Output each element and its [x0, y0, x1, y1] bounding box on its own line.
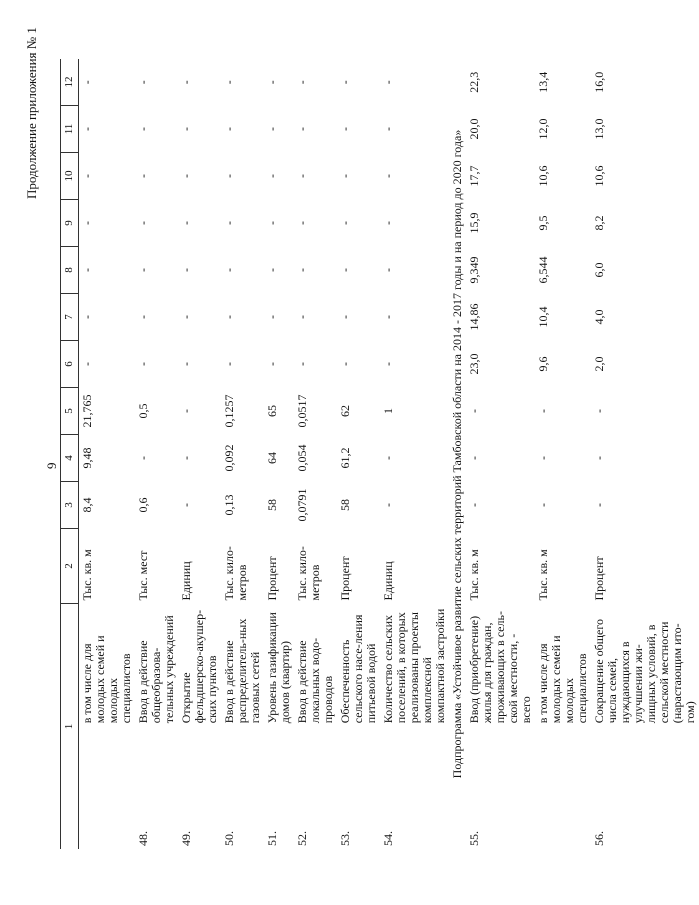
value-cell-col-4: - — [381, 456, 395, 460]
unit-of-measure: Единиц — [179, 561, 193, 601]
value-cell-col-10: - — [265, 174, 279, 178]
value-cell-col-5: 65 — [265, 405, 279, 417]
unit-of-measure: Единиц — [381, 561, 395, 601]
value-cell-col-10: - — [136, 174, 150, 178]
subprogram-heading: Подпрограмма «Устойчивое развитие сельских территорий Тамбовской области на 2014 - 2017 годы и на период до 2020 года» — [450, 129, 464, 779]
value-cell-col-10: - — [80, 174, 94, 178]
continuation-label: Продолжение приложения № 1 — [24, 27, 39, 199]
column-header-7: 7 — [61, 294, 79, 341]
table-row — [294, 59, 337, 849]
value-cell-col-9: - — [265, 221, 279, 225]
value-cell-col-7: - — [179, 315, 193, 319]
value-cell-col-11: - — [381, 127, 395, 131]
value-cell-col-4: 61,2 — [338, 447, 352, 469]
value-cell-col-11: 20,0 — [467, 118, 481, 140]
value-cell-col-5: - — [467, 409, 481, 413]
page-number: 9 — [44, 462, 59, 469]
value-cell-col-7: - — [338, 315, 352, 319]
table-row — [178, 59, 221, 849]
value-cell-col-11: - — [179, 127, 193, 131]
column-header-6: 6 — [61, 341, 79, 388]
value-cell-col-4: 64 — [265, 452, 279, 464]
value-cell-col-5: 1 — [381, 408, 395, 414]
value-cell-col-6: - — [80, 362, 94, 366]
value-cell-col-6: - — [295, 362, 309, 366]
value-cell-col-3: - — [381, 503, 395, 507]
value-cell-col-8: - — [265, 268, 279, 272]
value-cell-col-11: 13,0 — [592, 118, 606, 140]
value-cell-col-12: 22,3 — [467, 71, 481, 93]
value-cell-col-9: - — [136, 221, 150, 225]
table-row — [79, 59, 136, 849]
value-cell-col-8: - — [222, 268, 236, 272]
value-cell-col-9: - — [381, 221, 395, 225]
unit-of-measure: Процент — [338, 556, 352, 601]
indicator-name: Количество сельских поселений, в которых реализованы проекты комплексной компактной застройки — [381, 608, 447, 724]
value-cell-col-9: - — [80, 221, 94, 225]
value-cell-col-4: - — [592, 456, 606, 460]
value-cell-col-5: 0,5 — [136, 403, 150, 419]
value-cell-col-7: - — [136, 315, 150, 319]
value-cell-col-7: 10,4 — [536, 306, 550, 328]
value-cell-col-4: - — [179, 456, 193, 460]
value-cell-col-9: - — [179, 221, 193, 225]
value-cell-col-10: - — [295, 174, 309, 178]
indicator-name: Ввод в действие общеобразова-тельных учреждений — [136, 615, 176, 724]
value-cell-col-5: 21,765 — [80, 394, 94, 428]
value-cell-col-8: 6,0 — [592, 262, 606, 278]
row-number: 54. — [381, 831, 395, 846]
value-cell-col-9: - — [295, 221, 309, 225]
unit-of-measure: Тыс. кило-метров — [222, 546, 249, 601]
value-cell-col-3: - — [467, 503, 481, 507]
value-cell-col-11: - — [295, 127, 309, 131]
value-cell-col-3: 0,13 — [222, 494, 236, 516]
subprogram-heading-row — [449, 59, 466, 849]
value-cell-col-12: - — [179, 80, 193, 85]
value-cell-col-5: - — [179, 409, 193, 413]
value-cell-col-5: - — [536, 409, 550, 413]
column-header-1: 1 — [61, 604, 79, 850]
indicator-name: в том числе для молодых семей и молодых специалистов — [536, 635, 589, 724]
value-cell-col-7: 4,0 — [592, 309, 606, 325]
value-cell-col-6: - — [179, 362, 193, 366]
value-cell-col-12: - — [80, 80, 94, 85]
column-number-row — [61, 59, 79, 849]
indicator-name: Ввод в действие распределитель-ных газовых сетей — [222, 618, 262, 724]
value-cell-col-9: 15,9 — [467, 212, 481, 234]
value-cell-col-3: 58 — [265, 499, 279, 511]
value-cell-col-10: 17,7 — [467, 165, 481, 187]
value-cell-col-6: - — [136, 362, 150, 366]
indicator-name: в том числе для молодых семей и молодых специалистов — [80, 635, 133, 724]
table-row — [221, 59, 264, 849]
value-cell-col-12: 13,4 — [536, 71, 550, 93]
table-row — [535, 59, 591, 849]
row-number: 53. — [338, 831, 352, 846]
value-cell-col-3: - — [536, 503, 550, 507]
table-row — [135, 59, 178, 849]
column-header-12: 12 — [61, 59, 79, 106]
value-cell-col-6: - — [265, 362, 279, 366]
value-cell-col-8: - — [295, 268, 309, 272]
value-cell-col-7: - — [222, 315, 236, 319]
value-cell-col-9: 9,5 — [536, 215, 550, 231]
value-cell-col-8: 9,349 — [467, 256, 481, 284]
value-cell-col-11: - — [222, 127, 236, 131]
unit-of-measure: Тыс. кило-метров — [295, 546, 322, 601]
value-cell-col-9: - — [338, 221, 352, 225]
value-cell-col-4: - — [136, 456, 150, 460]
value-cell-col-11: - — [136, 127, 150, 131]
value-cell-col-7: - — [295, 315, 309, 319]
value-cell-col-11: - — [338, 127, 352, 131]
value-cell-col-3: 58 — [338, 499, 352, 511]
value-cell-col-8: - — [136, 268, 150, 272]
value-cell-col-10: 10,6 — [592, 165, 606, 187]
value-cell-col-4: - — [467, 456, 481, 460]
value-cell-col-4: 9,48 — [80, 447, 94, 469]
table-row — [337, 59, 380, 849]
value-cell-col-5: - — [592, 409, 606, 413]
value-cell-col-9: 8,2 — [592, 215, 606, 231]
indicator-name: Ввод (приобретение) жилья для граждан, проживающих в сель-ской местности, - всего — [467, 611, 533, 724]
value-cell-col-8: - — [80, 268, 94, 272]
value-cell-col-6: 23,0 — [467, 353, 481, 375]
indicators-table — [60, 59, 699, 849]
row-number — [535, 726, 591, 849]
value-cell-col-12: - — [338, 80, 352, 85]
value-cell-col-6: - — [381, 362, 395, 366]
indicator-name: Открытие фельдшерско-акушер-ских пунктов — [179, 609, 219, 724]
value-cell-col-7: - — [80, 315, 94, 319]
table-body — [79, 59, 699, 849]
row-number: 55. — [467, 831, 481, 846]
column-header-2: 2 — [61, 529, 79, 604]
unit-of-measure: Тыс. мест — [136, 550, 150, 601]
value-cell-col-12: - — [222, 80, 236, 85]
column-header-3: 3 — [61, 482, 79, 529]
value-cell-col-3: 8,4 — [80, 497, 94, 513]
indicator-name: Сокращение общего числа семей, нуждающихся в улучшении жи-лищных условий, в сельской местности (нарастающим ито-гом) — [592, 619, 697, 724]
value-cell-col-4: 0,092 — [222, 444, 236, 472]
column-header-11: 11 — [61, 106, 79, 153]
value-cell-col-10: - — [222, 174, 236, 178]
value-cell-col-8: 6,544 — [536, 256, 550, 284]
indicator-name: Ввод в действие локальных водо-проводов — [295, 637, 335, 724]
value-cell-col-11: - — [265, 127, 279, 131]
value-cell-col-7: 14,86 — [467, 303, 481, 331]
unit-of-measure: Тыс. кв. м — [536, 549, 550, 601]
row-number: 56. — [592, 831, 606, 846]
value-cell-col-3: - — [179, 503, 193, 507]
value-cell-col-7: - — [265, 315, 279, 319]
value-cell-col-5: 62 — [338, 405, 352, 417]
value-cell-col-3: 0,0791 — [295, 488, 309, 522]
value-cell-col-10: - — [338, 174, 352, 178]
row-number: 48. — [136, 831, 150, 846]
table-row — [591, 59, 699, 849]
column-header-4: 4 — [61, 435, 79, 482]
row-number: 50. — [222, 831, 236, 846]
value-cell-col-12: - — [136, 80, 150, 85]
value-cell-col-8: - — [179, 268, 193, 272]
value-cell-col-10: - — [381, 174, 395, 178]
indicator-name: Уровень газификации домов (квартир) — [265, 612, 292, 724]
value-cell-col-6: - — [338, 362, 352, 366]
value-cell-col-4: - — [536, 456, 550, 460]
unit-of-measure: Тыс. кв. м — [80, 549, 94, 601]
value-cell-col-6: 9,6 — [536, 356, 550, 372]
value-cell-col-8: - — [338, 268, 352, 272]
value-cell-col-10: - — [179, 174, 193, 178]
row-number: 51. — [265, 831, 279, 846]
column-header-10: 10 — [61, 153, 79, 200]
indicator-name: Обеспеченность сельского насе-ления питьевой водой — [338, 614, 378, 724]
value-cell-col-6: - — [222, 362, 236, 366]
value-cell-col-4: 0,054 — [295, 444, 309, 472]
value-cell-col-7: - — [381, 315, 395, 319]
column-header-8: 8 — [61, 247, 79, 294]
column-header-5: 5 — [61, 388, 79, 435]
unit-of-measure: Тыс. кв. м — [467, 549, 481, 601]
value-cell-col-6: 2,0 — [592, 356, 606, 372]
row-number: 52. — [295, 831, 309, 846]
table-row — [380, 59, 449, 849]
value-cell-col-10: 10,6 — [536, 165, 550, 187]
value-cell-col-9: - — [222, 221, 236, 225]
value-cell-col-8: - — [381, 268, 395, 272]
row-number — [79, 726, 136, 849]
value-cell-col-11: - — [80, 127, 94, 131]
value-cell-col-12: 16,0 — [592, 71, 606, 93]
unit-of-measure: Процент — [265, 556, 279, 601]
row-number: 49. — [179, 831, 193, 846]
value-cell-col-12: - — [265, 80, 279, 85]
value-cell-col-3: - — [592, 503, 606, 507]
value-cell-col-12: - — [295, 80, 309, 85]
value-cell-col-12: - — [381, 80, 395, 85]
column-header-9: 9 — [61, 200, 79, 247]
table-row — [264, 59, 294, 849]
value-cell-col-3: 0,6 — [136, 497, 150, 513]
unit-of-measure: Процент — [592, 556, 606, 601]
table-row — [466, 59, 535, 849]
value-cell-col-5: 0,1257 — [222, 394, 236, 428]
value-cell-col-11: 12,0 — [536, 118, 550, 140]
value-cell-col-5: 0,0517 — [295, 394, 309, 428]
